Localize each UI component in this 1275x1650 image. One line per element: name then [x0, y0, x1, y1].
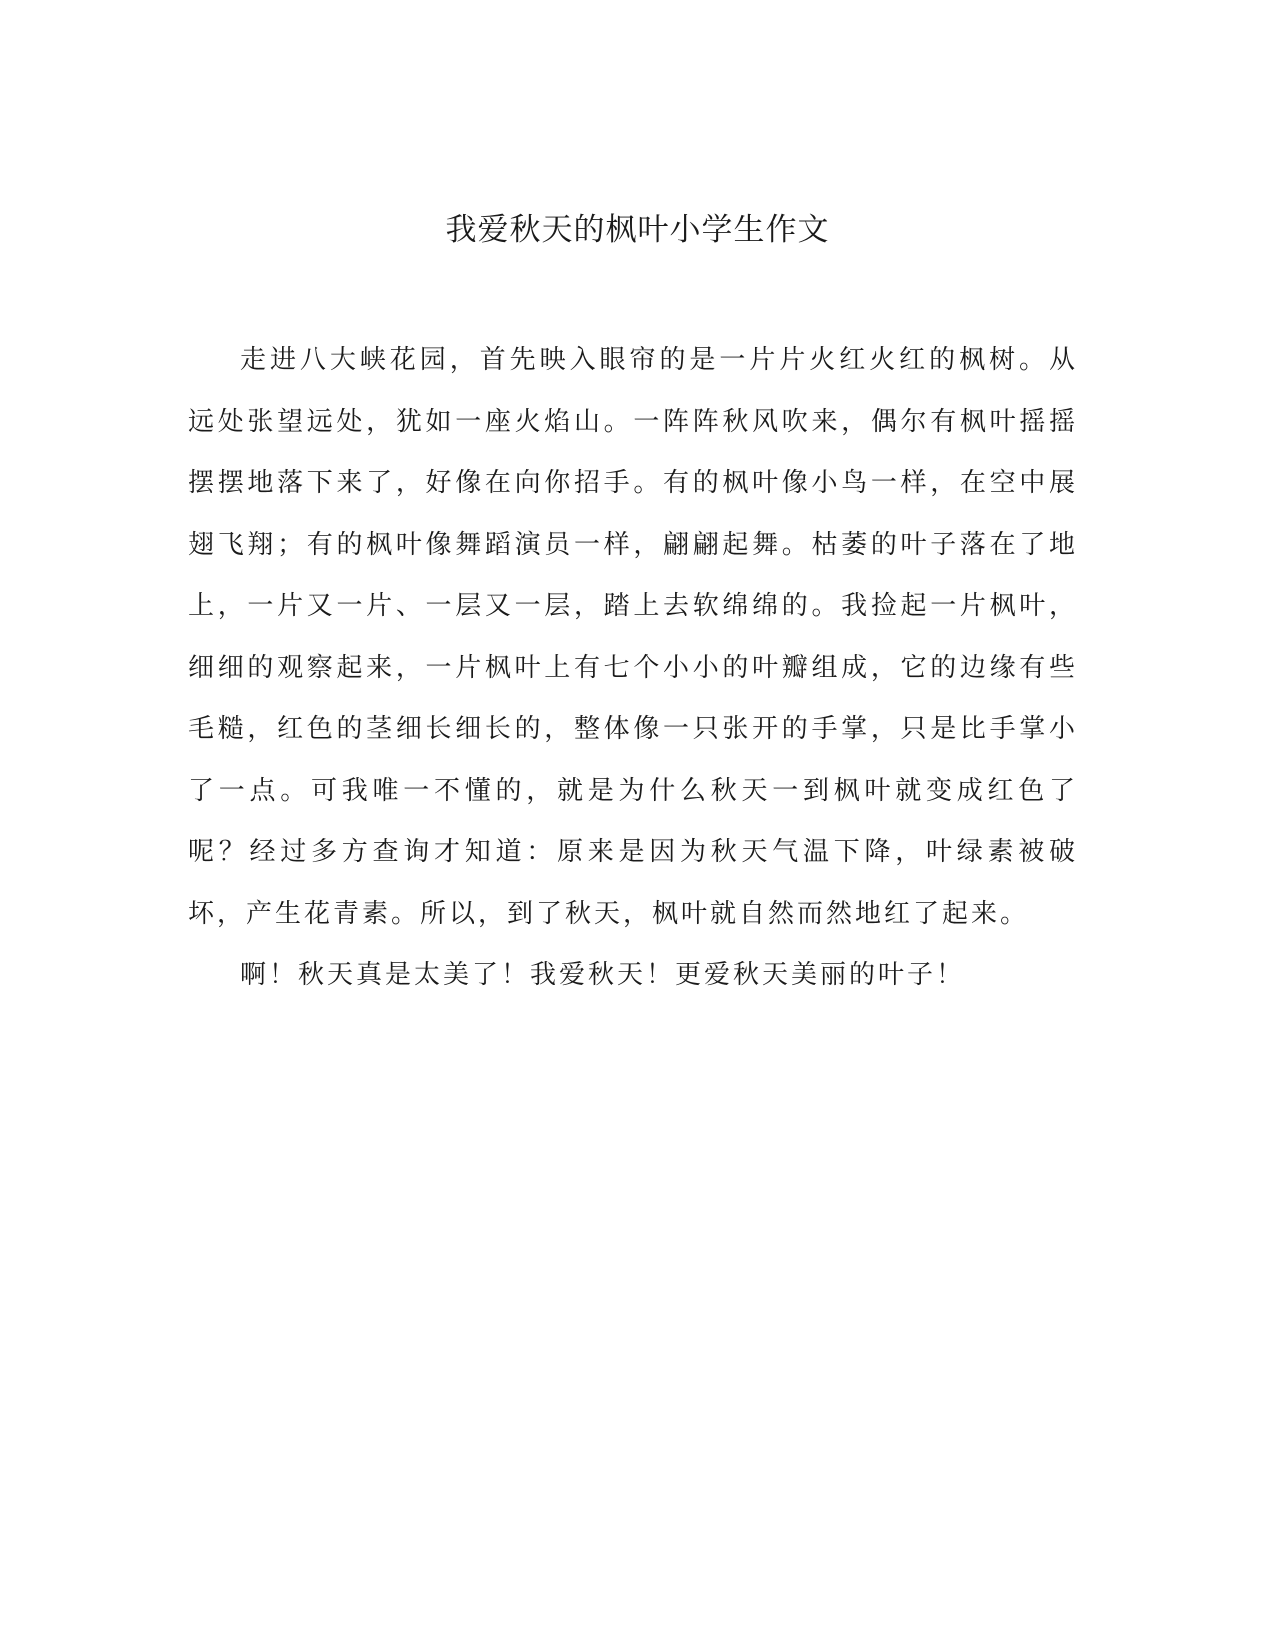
paragraph-1: 走进八大峡花园，首先映入眼帘的是一片片火红火红的枫树。从远处张望远处，犹如一座火焰山。一阵阵秋风吹来，偶尔有枫叶摇摇摆摆地落下来了，好像在向你招手。有的枫叶像小鸟一样，在空中展翅飞翔；有的枫叶像舞蹈演员一样，翩翩起舞。枯萎的叶子落在了地上，一片又一片、一层又一层，踏上去软绵绵的。我捡起一片枫叶，细细的观察起来，一片枫叶上有七个小小的叶瓣组成，它的边缘有些毛糙，红色的茎细长细长的，整体像一只张开的手掌，只是比手掌小了一点。可我唯一不懂的，就是为什么秋天一到枫叶就变成红色了呢？经过多方查询才知道：原来是因为秋天气温下降，叶绿素被破坏，产生花青素。所以，到了秋天，枫叶就自然而然地红了起来。 — [188, 345, 1078, 929]
paragraph-2: 啊！秋天真是太美了！我爱秋天！更爱秋天美丽的叶子！ — [240, 960, 966, 990]
document-title: 我爱秋天的枫叶小学生作文 — [445, 212, 830, 248]
document-body — [188, 330, 1078, 1007]
